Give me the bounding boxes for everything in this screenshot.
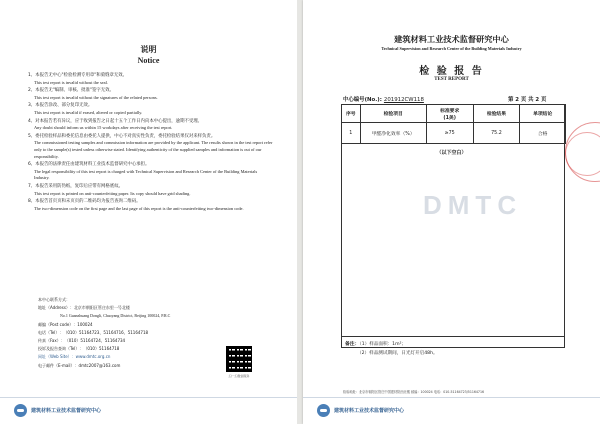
notice-list <box>28 73 273 214</box>
center-number-label: 中心编号(No.): <box>343 97 382 103</box>
notice-item-cn: 7、本报告采用防伪纸，复印后应带有网格底纹。 <box>28 183 123 189</box>
contact-address-en: No.1 Guanzhuang Dongli, Chaoyang District, Beijing 100024, P.R.C <box>60 313 171 319</box>
notice-item <box>28 199 273 212</box>
notice-item-cn: 4、对本报告若有异议，应于收到报告之日起十五个工作日内向本中心提出，逾期不受理。 <box>28 118 203 124</box>
contact-web: 网址（Web Site）：www.dmtc.org.cn <box>38 354 111 360</box>
contact-email: 电子邮件（E-mail）：dmtc2007@163.com <box>38 362 121 368</box>
notes-label: 备注： <box>345 342 360 347</box>
notice-item-en: This test report is invalid without the signatures of the related persons. <box>34 94 158 100</box>
contact-fax: 传真（Fax）：（010）51164724、51164734 <box>38 338 126 344</box>
notice-title-cn: 说明 <box>140 45 157 54</box>
center-logo-icon <box>317 404 330 417</box>
table-header-row <box>342 105 566 123</box>
table-cell: 75.2 <box>473 123 520 144</box>
notice-item <box>28 73 273 86</box>
contact-address-cn: 地址（Address）：北京市朝阳区管庄东里一号北楼 <box>38 305 130 311</box>
results-table <box>341 104 566 144</box>
contact-tel: 电话（Tel）：（010）51164723、51164716、51164718 <box>38 329 149 335</box>
table-cell: 1 <box>342 123 361 144</box>
table-row <box>342 123 566 144</box>
blank-below-note: （以下空白） <box>436 150 467 156</box>
notes-block <box>345 340 438 358</box>
contact-block <box>38 296 228 370</box>
center-number <box>343 95 424 103</box>
qr-caption: 扫一扫微信服务 <box>228 374 250 378</box>
col-header: 标准要求 (1美) <box>426 105 473 123</box>
notice-item <box>28 103 273 116</box>
qr-code-icon[interactable] <box>226 346 252 372</box>
notes-divider <box>341 336 565 337</box>
notice-item-en: This test report is invalid if erased, altered or copied partially. <box>34 109 143 115</box>
notice-item-cn: 5、委托检验样品和委托信息由委托人提供，中心不对真实性负责，委托检验结果仅对来样负责。 <box>28 133 216 139</box>
report-org-en: Technical Supervision and Research Center of the Building Materials Industry <box>381 46 522 51</box>
report-org-cn: 建筑材料工业技术监督研究中心 <box>394 34 509 44</box>
note-line: （2）样品测试期间，日光灯开启48h。 <box>357 351 438 356</box>
notice-item <box>28 119 273 132</box>
table-cell: 甲醛净化效率（%） <box>360 123 426 144</box>
contact-postcode: 邮编（Post code）：100024 <box>38 321 93 327</box>
notice-item-cn: 3、本报告涂改、部分复印无效。 <box>28 103 93 109</box>
center-logo-icon <box>14 404 27 417</box>
col-header: 检验项目 <box>360 105 426 123</box>
notice-item-cn: 6、本报告的法律责任由建筑材料工业技术监督研究中心承担。 <box>28 162 150 168</box>
notice-item <box>28 134 273 160</box>
center-number-value: 201912CW118 <box>383 97 424 103</box>
notice-item-cn: 8、本报告首页页和末页页的二维码均为报告查询二维码。 <box>28 199 141 205</box>
report-footer <box>303 390 600 424</box>
notice-item-en: This test report is invalid without the seal. <box>34 79 108 85</box>
notice-page <box>0 0 297 424</box>
report-title-cn: 检 验 报 告 <box>419 66 484 77</box>
footer-org: 建筑材料工业技术监督研究中心 <box>334 408 405 414</box>
notice-footer <box>0 397 297 424</box>
notice-item-cn: 2、本报告无"编制、审核、批准"签字无效。 <box>28 88 114 94</box>
footer-org: 建筑材料工业技术监督研究中心 <box>31 408 102 414</box>
watermark: DMTC <box>423 190 523 220</box>
notice-item-en: The legal responsibility of this test report is charged with Technical Supervision and Research Center of the Building Materials Industry. <box>34 168 258 181</box>
notice-item-en: The two-dimension code on the first page and the last page of this report is the anti-counterfeiting two-dimension code. <box>34 205 244 211</box>
page-number: 第 2 页 共 2 页 <box>508 97 547 103</box>
notice-item-cn: 1、本报告无中心"检验检测专用章"和骑缝章无效。 <box>28 73 128 78</box>
notice-item-en: This test report is printed on anti-counterfeiting paper. Its copy should have grid shading. <box>34 190 191 196</box>
notice-item <box>28 184 273 197</box>
footer-address: 检验地址：北京市朝阳区管庄中国建材院西北楼 邮编：100024 电话：010-51164723/51164716 <box>343 390 485 394</box>
col-header: 检验结果 <box>473 105 520 123</box>
notice-title-en: Notice <box>137 56 160 65</box>
notice-item-en: Any doubt should inform us within 15 workdays after receiving the test report. <box>34 125 173 131</box>
notice-item-en: The commissioned testing samples and commission information are provided by the applicant. The results shown in the test report refer only to the sample(s) tested unless otherwise stated. Identifying authenticity of the supplied samples and information is out of our responsibility. <box>34 140 273 159</box>
col-header: 单项结论 <box>520 105 566 123</box>
notice-item <box>28 88 273 101</box>
notice-item <box>28 162 273 182</box>
report-title-en: TEST REPORT <box>434 77 469 82</box>
table-cell: 合格 <box>520 123 566 144</box>
col-header: 序号 <box>342 105 361 123</box>
contact-heading: 本中心联系方式： <box>38 297 70 302</box>
report-page <box>303 0 600 424</box>
contact-complaint: 投诉及报告查询（Tel）：（010）51164718 <box>38 346 120 352</box>
table-cell: ≥75 <box>426 123 473 144</box>
note-line: （1）样品面积：1m²； <box>359 342 407 347</box>
